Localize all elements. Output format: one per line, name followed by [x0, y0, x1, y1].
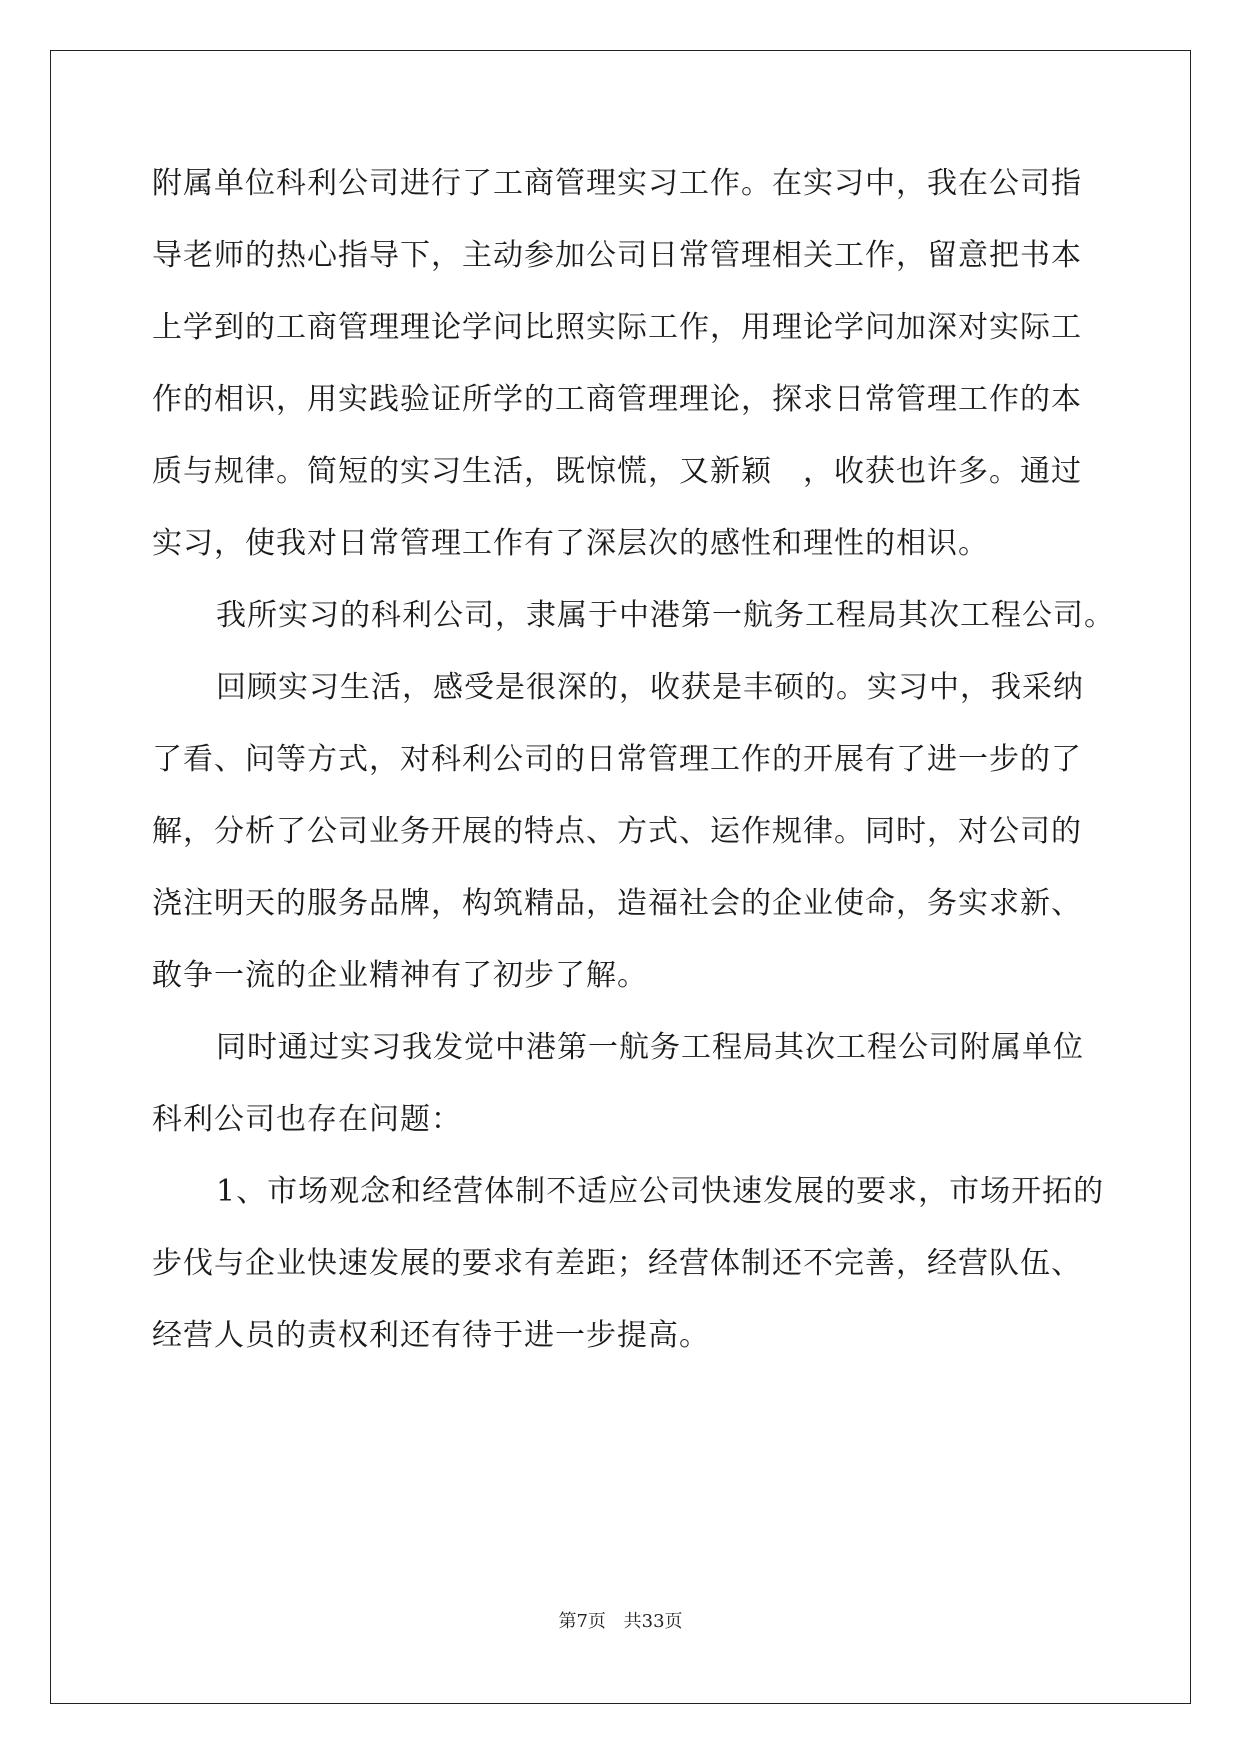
body-line: 步伐与企业快速发展的要求有差距；经营体制还不完善，经营队伍、	[152, 1246, 1082, 1281]
paragraph-start-line: 同时通过实习我发觉中港第一航务工程局其次工程公司附属单位	[216, 1030, 1084, 1065]
body-line: 敢争一流的企业精神有了初步了解。	[152, 958, 648, 993]
body-line: 导老师的热心指导下，主动参加公司日常管理相关工作，留意把书本	[152, 238, 1082, 273]
body-line: 科利公司也存在问题：	[152, 1102, 462, 1137]
paragraph-start-line: 我所实习的科利公司，隶属于中港第一航务工程局其次工程公司。	[216, 598, 1115, 633]
page-number: 第7页	[558, 1611, 606, 1632]
page-total: 共33页	[623, 1611, 683, 1632]
page-footer	[0, 1607, 1241, 1633]
body-line: 上学到的工商管理理论学问比照实际工作，用理论学问加深对实际工	[152, 310, 1082, 345]
body-line: 附属单位科利公司进行了工商管理实习工作。在实习中，我在公司指	[152, 166, 1082, 201]
page-border	[50, 50, 1191, 1704]
body-line: 浇注明天的服务品牌，构筑精品，造福社会的企业使命，务实求新、	[152, 886, 1082, 921]
body-line: 经营人员的责权利还有待于进一步提高。	[152, 1318, 710, 1353]
paragraph-start-line: 回顾实习生活，感受是很深的，收获是丰硕的。实习中，我采纳	[216, 670, 1084, 705]
body-line: 作的相识，用实践验证所学的工商管理理论，探求日常管理工作的本	[152, 382, 1082, 417]
body-line: 质与规律。简短的实习生活，既惊慌，又新颖 ，收获也许多。通过	[152, 454, 1082, 489]
body-line: 解，分析了公司业务开展的特点、方式、运作规律。同时，对公司的	[152, 814, 1082, 849]
list-item-line: 1、市场观念和经营体制不适应公司快速发展的要求，市场开拓的	[216, 1174, 1105, 1209]
body-line: 了看、问等方式，对科利公司的日常管理工作的开展有了进一步的了	[152, 742, 1082, 777]
body-line: 实习，使我对日常管理工作有了深层次的感性和理性的相识。	[152, 526, 989, 561]
